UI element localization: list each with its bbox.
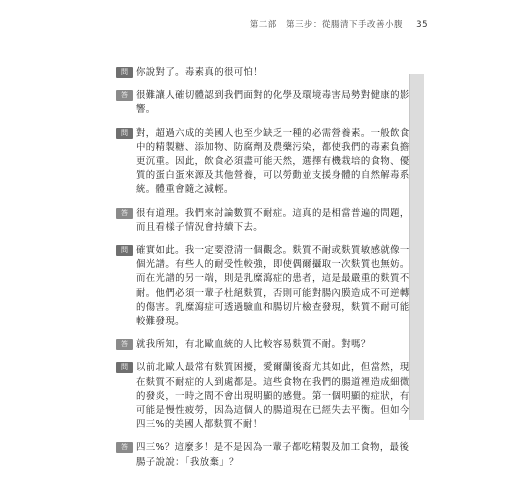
- header-part: 第二部: [249, 20, 277, 30]
- speaker-tag: 答: [116, 339, 133, 350]
- dialogue-entry: [116, 127, 412, 198]
- dialogue-entry: [116, 441, 412, 469]
- dialogue-text: 確實如此。我一定要澄清一個觀念。麩質不耐或麩質敏感就像一個光譜。有些人的耐受性較強，即使偶爾攝取一次麩質也無妨。而在光譜的另一端，則是乳糜瀉症的患者，這是最嚴重的麩質不耐。他們必須一輩子杜絕麩質，否則可能對腸內膜造成不可逆轉的傷害。乳糜瀉症可透過驗血和腸切片檢查發現，麩質不耐可能較難發現。: [136, 245, 410, 328]
- speaker-tag: 答: [116, 208, 133, 219]
- dialogue-entry: [116, 338, 412, 352]
- dialogue-entry: [116, 361, 412, 432]
- speaker-tag: 問: [116, 67, 133, 78]
- dialogue-entry: [116, 244, 412, 329]
- speaker-tag: 答: [116, 442, 133, 453]
- dialogue-list: [116, 66, 412, 479]
- dialogue-entry: [116, 66, 412, 80]
- dialogue-entry: [116, 89, 412, 117]
- speaker-tag: 問: [116, 362, 133, 373]
- speaker-tag: 答: [116, 90, 133, 101]
- speaker-tag: 問: [116, 128, 133, 139]
- dialogue-text: 很有道理。我們來討論數質不耐症。這真的是相當普遍的問題，而且看樣子情況會持續下去。: [136, 207, 410, 233]
- dialogue-text: 就我所知，有北歐血統的人比較容易麩質不耐。對嗎？: [136, 339, 371, 351]
- page-number: 35: [416, 20, 428, 30]
- running-header: [250, 18, 428, 30]
- dialogue-text: 以前北歐人最常有麩質困擾，愛爾蘭後裔尤其如此，但當然，現在麩質不耐症的人到處都是。這些食物在我們的腸道裡造成細微的發炎，一時之間不會出現明顯的感覺。第一個明顯的症狀，有可能是慢性疲勞，因為這個人的腸道現在已經失去平衡。但如今四三%的美國人都麩質不耐！: [136, 362, 410, 431]
- speaker-tag: 問: [116, 245, 133, 256]
- dialogue-text: 很難讓人確切體認到我們面對的化學及環境毒害局勢對健康的影響。: [136, 90, 410, 116]
- dialogue-text: 四三%？這麼多！是不是因為一輩子都吃精製及加工食物，最後腸子說說：「我放棄」？: [136, 442, 410, 468]
- dialogue-text: 你說對了。毒素真的很可怕！: [136, 67, 264, 78]
- header-title: 第三步：從腸清下手改善小腹: [285, 20, 403, 30]
- dialogue-entry: [116, 207, 412, 235]
- dialogue-text: 對，超過六成的美國人也至少缺乏一種的必需營養素。一般飲食中的精製糖、添加物、防腐劑及農藥污染，都使我們的毒素負擔更沉重。因此，飲食必須盡可能天然，選擇有機栽培的食物、優質的蛋白蛋來源及其他營養，可以勞動並支援身體的自然解毒系統。體重會隨之減輕。: [136, 127, 410, 196]
